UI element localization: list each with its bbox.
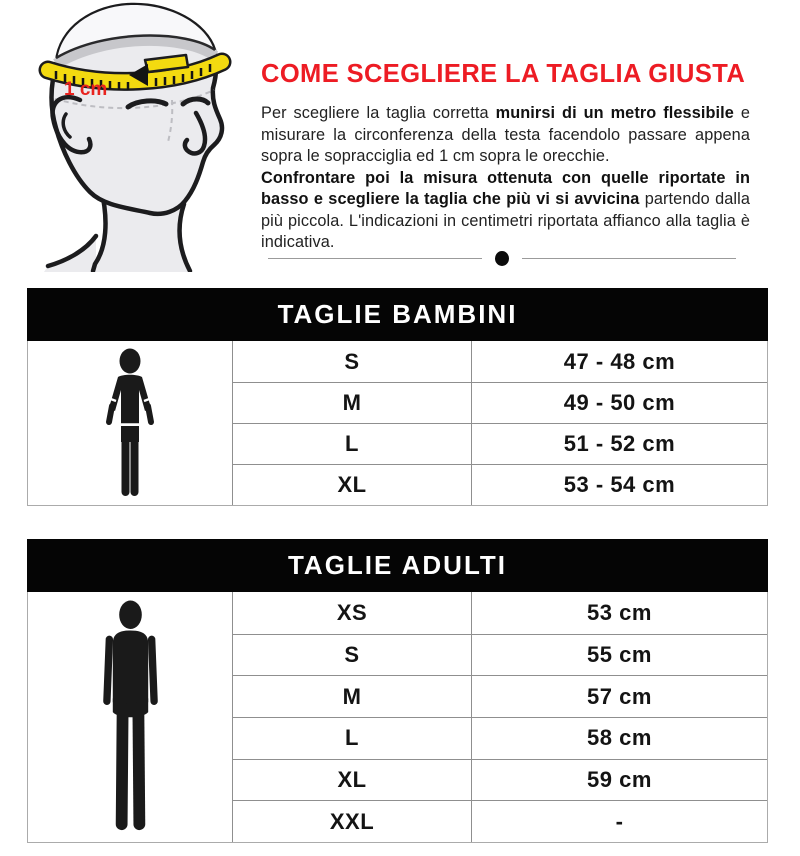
kids-size-table (27, 288, 768, 506)
size-range: 57 cm (472, 675, 767, 717)
size-range: 49 - 50 cm (472, 382, 767, 423)
size-label: XL (232, 759, 472, 801)
intro-p1-text: Per scegliere la taglia corretta (261, 104, 496, 122)
intro-section (261, 60, 750, 254)
intro-p1-text-2: e misurare la circonferenza della testa facendolo passare appena sopra le sopracciglia ed 1 cm sopra le orecchie. (261, 104, 750, 165)
head-measurement-illustration (0, 0, 262, 275)
size-range: - (472, 800, 767, 842)
size-label: XXL (232, 800, 472, 842)
size-range: 58 cm (472, 717, 767, 759)
size-range: 55 cm (472, 634, 767, 676)
kids-table-title: TAGLIE BAMBINI (277, 299, 518, 329)
section-divider (268, 250, 736, 266)
adult-silhouette-icon (28, 592, 232, 842)
intro-p2-bold: Confrontare poi la misura ottenuta con quelle riportate in basso e scegliere la taglia che più vi si avvicina (261, 168, 750, 208)
divider-line-right (522, 258, 736, 259)
intro-p2-text: partendo dalla più piccola. L'indicazioni in centimetri riportata affianco alla taglia è indicativa. (261, 190, 750, 251)
size-range: 59 cm (472, 759, 767, 801)
head-with-tape-drawing (0, 0, 258, 272)
intro-paragraph-1 (261, 103, 750, 168)
kids-table-body (27, 341, 768, 506)
kids-table-header (27, 288, 768, 341)
page-title: COME SCEGLIERE LA TAGLIA GIUSTA (261, 60, 746, 88)
size-label: XL (232, 464, 472, 505)
intro-paragraph-2 (261, 168, 750, 254)
size-label: M (232, 675, 472, 717)
size-range: 47 - 48 cm (563, 348, 676, 374)
adults-table-body (27, 592, 768, 843)
size-range: 53 cm (587, 599, 652, 625)
size-label: XS (232, 592, 472, 634)
adults-table-title: TAGLIE ADULTI (287, 550, 508, 580)
size-label: L (232, 423, 472, 464)
adults-size-table (27, 539, 768, 843)
size-label: M (232, 382, 472, 423)
child-silhouette-icon (28, 341, 232, 505)
divider-line-left (268, 258, 482, 259)
size-range: 53 - 54 cm (472, 464, 767, 505)
size-label: L (232, 717, 472, 759)
tape-measure-label: 1 cm (64, 79, 108, 100)
intro-p1-bold: munirsi di un metro flessibile (495, 104, 734, 122)
size-label: S (232, 634, 472, 676)
adults-table-header (27, 539, 768, 592)
size-label: S (232, 341, 472, 382)
divider-dot-icon (495, 251, 509, 266)
size-range: 51 - 52 cm (472, 423, 767, 464)
